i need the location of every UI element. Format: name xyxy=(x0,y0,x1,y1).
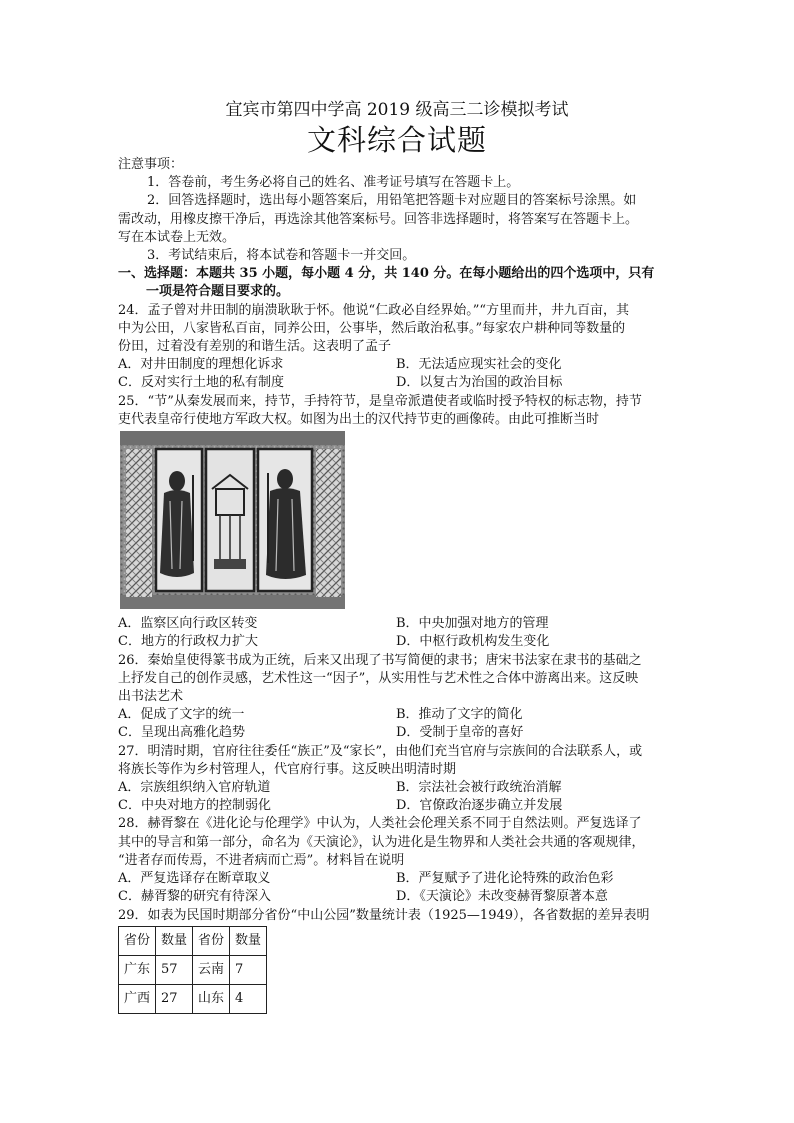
table-header-row xyxy=(119,926,267,955)
table-cell: 57 xyxy=(156,955,193,984)
table-row xyxy=(119,984,267,1013)
q24-option-a: A．对井田制度的理想化诉求 xyxy=(118,357,284,373)
q27-option-a: A．宗族组织纳入官府轨道 xyxy=(118,780,271,796)
q27-stem-line-1: 27．明清时期，官府往往委任“族正”及“家长”，由他们充当官府与宗族间的合法联系人，或 xyxy=(118,743,643,759)
table-header-cell: 数量 xyxy=(230,926,267,955)
table-cell: 云南 xyxy=(193,955,230,984)
q27-options-row-1 xyxy=(118,779,678,797)
q27-option-b: B．宗法社会被行政统治消解 xyxy=(396,780,562,796)
notice-item-2-line-2: 需改动，用橡皮擦干净后，再选涂其他答案标号。回答非选择题时，将答案写在答题卡上。 xyxy=(118,211,639,227)
q24-stem-line-3: 份田，过着没有差别的和谐生活。这表明了孟子 xyxy=(118,339,392,355)
q26-stem-line-2: 上抒发自己的创作灵感，艺术性这一“因子”，从实用性与艺术性之合体中游离出来。这反映 xyxy=(118,670,639,686)
q28-stem-line-1: 28．赫胥黎在《进化论与伦理学》中认为，人类社会伦理关系不同于自然法则。严复选译了 xyxy=(118,816,642,832)
q25-stem-line-2: 吏代表皇帝行使地方军政大权。如图为出土的汉代持节吏的画像砖。由此可推断当时 xyxy=(118,411,600,427)
notice-item-2-line-1: 2．回答选择题时，选出每小题答案后，用铅笔把答题卡对应题目的答案标号涂黑。如 xyxy=(147,193,637,209)
table-cell: 4 xyxy=(230,984,267,1013)
q28-options-row-1 xyxy=(118,870,678,888)
q24-option-d: D．以复古为治国的政治目标 xyxy=(396,375,563,391)
q24-option-c: C．反对实行土地的私有制度 xyxy=(118,375,284,391)
q27-option-d: D．官僚政治逐步确立并发展 xyxy=(396,798,563,814)
table-row xyxy=(119,955,267,984)
q28-option-d: D．《天演论》未改变赫胥黎原著本意 xyxy=(396,889,608,905)
q28-stem-line-3: “进者存而传焉，不进者病而亡焉”。材料旨在说明 xyxy=(118,852,405,868)
q25-options-row-2 xyxy=(118,633,678,651)
q27-option-c: C．中央对地方的控制弱化 xyxy=(118,798,271,814)
notice-heading: 注意事项： xyxy=(118,157,184,172)
q28-option-c: C．赫胥黎的研究有待深入 xyxy=(118,889,271,905)
q26-stem-line-1: 26．秦始皇使得篆书成为正统，后来又出现了书写简便的隶书；唐宋书法家在隶书的基础之 xyxy=(118,652,642,668)
q28-option-a: A．严复选译存在断章取义 xyxy=(118,871,271,887)
q24-option-b: B．无法适应现实社会的变化 xyxy=(396,357,562,373)
q26-option-a: A．促成了文字的统一 xyxy=(118,707,245,723)
q26-stem-line-3: 出书法艺术 xyxy=(118,689,184,705)
table-cell: 7 xyxy=(230,955,267,984)
notice-item-3: 3．考试结束后，将本试卷和答题卡一并交回。 xyxy=(147,248,416,264)
q24-options-row-2 xyxy=(118,374,678,392)
q24-options-row-1 xyxy=(118,356,678,374)
exam-subtitle: 宜宾市第四中学高 2019 级高三二诊模拟考试 xyxy=(225,100,569,120)
table-header-cell: 省份 xyxy=(193,926,230,955)
exam-body xyxy=(118,156,678,1014)
notice-item-1: 1．答卷前，考生务必将自己的姓名、准考证号填写在答题卡上。 xyxy=(147,175,520,191)
q25-options-row-1 xyxy=(118,615,678,633)
table-cell: 广西 xyxy=(119,984,156,1013)
table-cell: 广东 xyxy=(119,955,156,984)
q25-option-c: C．地方的行政权力扩大 xyxy=(118,634,258,650)
q26-options-row-1 xyxy=(118,706,678,724)
q26-option-c: C．呈现出高雅化趋势 xyxy=(118,725,245,741)
han-brick-relief-image xyxy=(120,431,345,609)
q25-option-b: B．中央加强对地方的管理 xyxy=(396,616,549,632)
q25-option-d: D．中枢行政机构发生变化 xyxy=(396,634,550,650)
table-header-cell: 数量 xyxy=(156,926,193,955)
q26-option-b: B．推动了文字的简化 xyxy=(396,707,523,723)
table-cell: 27 xyxy=(156,984,193,1013)
section-heading-line-2: 一项是符合题目要求的。 xyxy=(146,284,290,300)
q28-option-b: B．严复赋予了进化论特殊的政治色彩 xyxy=(396,871,614,887)
q24-stem-line-1: 24．孟子曾对井田制的崩溃耿耿于怀。他说“仁政必自经界始。”“方里而井，井九百亩，其 xyxy=(118,302,629,318)
q25-option-a: A．监察区向行政区转变 xyxy=(118,616,258,632)
q26-option-d: D．受制于皇帝的喜好 xyxy=(396,725,524,741)
q25-stem-line-1: 25．“节”从秦发展而来，持节，手持符节，是皇帝派遣使者或临时授予特权的标志物，持节 xyxy=(118,393,642,409)
q26-options-row-2 xyxy=(118,724,678,742)
table-header-cell: 省份 xyxy=(119,926,156,955)
section-heading-line-1: 一、选择题：本题共 35 小题，每小题 4 分，共 140 分。在每小题给出的四个选项中，只有 xyxy=(118,266,655,282)
q29-stem-line-1: 29．如表为民国时期部分省份“中山公园”数量统计表（1925—1949），各省数据的差异表明 xyxy=(118,907,650,923)
exam-title: 文科综合试题 xyxy=(306,123,487,157)
zhongshan-park-table xyxy=(118,926,267,1014)
q27-stem-line-2: 将族长等作为乡村管理人，代官府行事。这反映出明清时期 xyxy=(118,761,457,777)
q28-options-row-2 xyxy=(118,888,678,906)
notice-item-2-line-3: 写在本试卷上无效。 xyxy=(118,229,236,245)
table-cell: 山东 xyxy=(193,984,230,1013)
q27-options-row-2 xyxy=(118,797,678,815)
q28-stem-line-2: 其中的导言和第一部分，命名为《天演论》，认为进化是生物界和人类社会共通的客观规律， xyxy=(118,834,645,850)
q24-stem-line-2: 中为公田，八家皆私百亩，同养公田，公事毕，然后敢治私事。”每家农户耕种同等数量的 xyxy=(118,320,626,336)
